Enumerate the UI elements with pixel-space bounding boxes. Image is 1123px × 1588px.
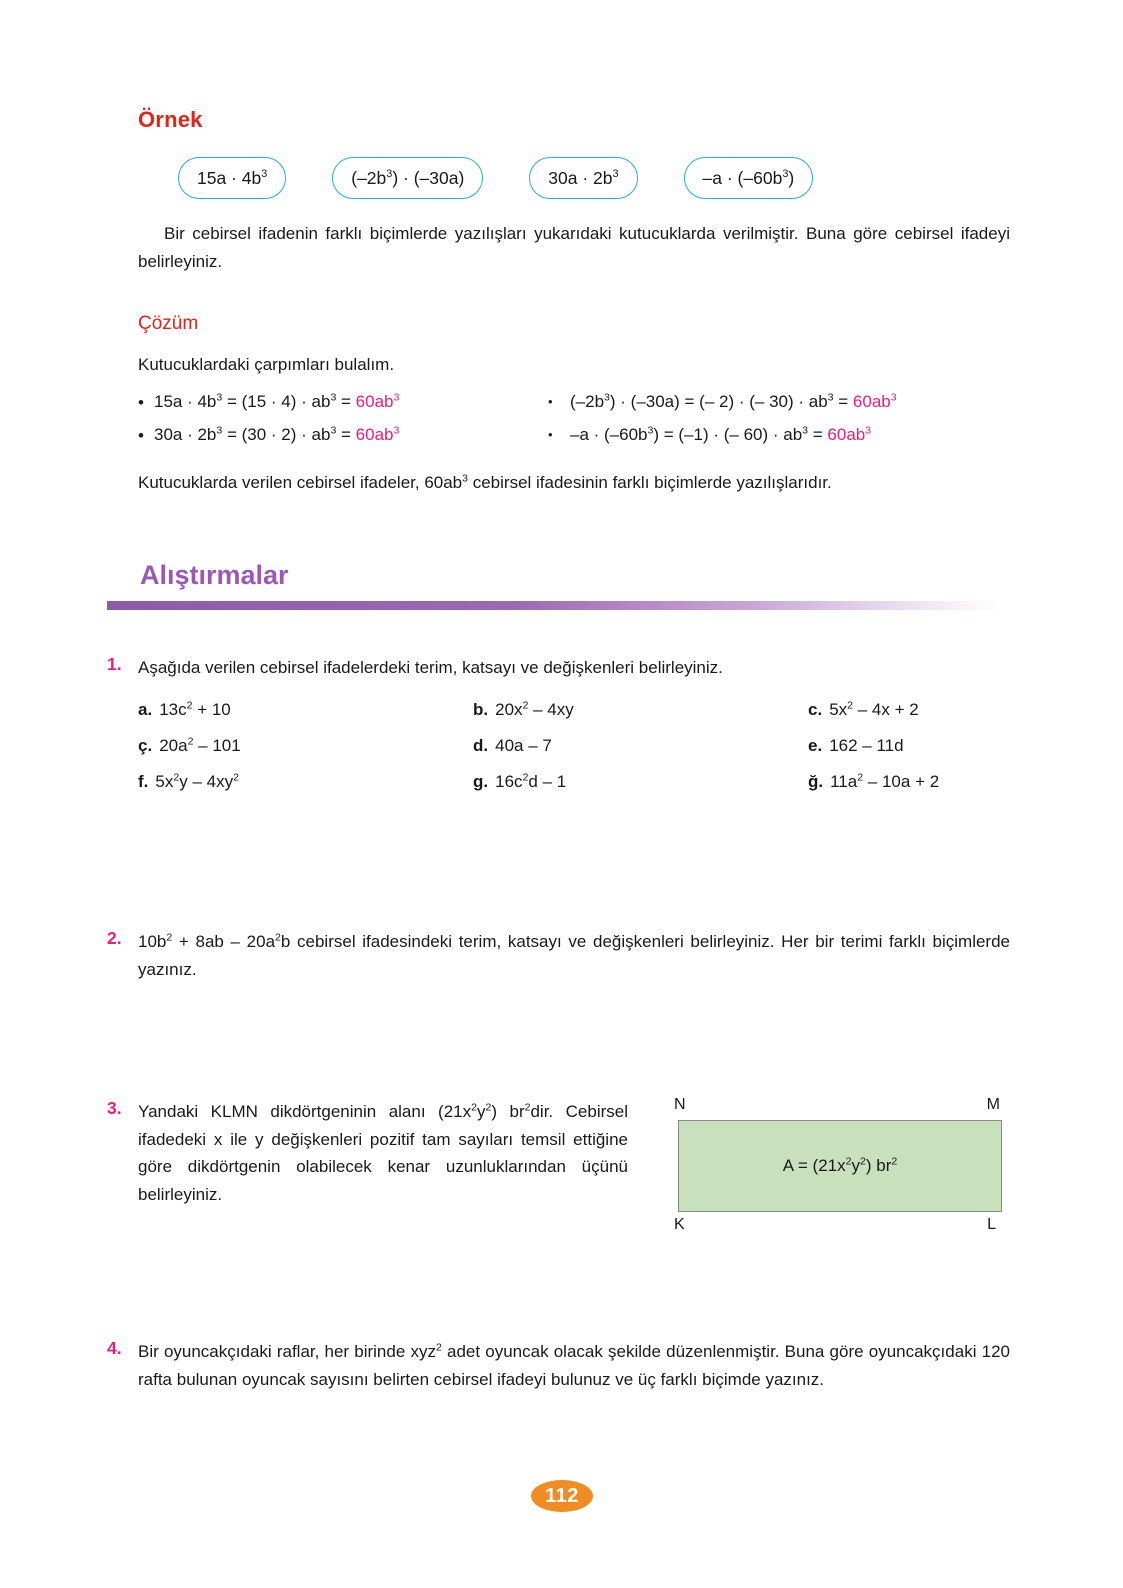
solution-bullet-4 [548, 425, 1018, 446]
solution-heading: Çözüm [138, 313, 199, 334]
exercise-1-subitems [138, 700, 1018, 792]
exercise-1-item-d [473, 736, 808, 756]
bullet-dot-icon: • [548, 394, 553, 409]
bullet-dot-icon: • [138, 426, 144, 446]
solution-bullet-list [138, 392, 1018, 447]
exercise-1-item-c [808, 700, 1018, 720]
expression-box-1 [178, 157, 286, 199]
solution-bullet-2 [548, 392, 1018, 413]
rectangle-shape [678, 1120, 1002, 1212]
expression-box-4-text: $-a \cdot (-60b^3)$ [702, 167, 795, 188]
solution-bullet-4-text: $-a \cdot (-60b^3) = (-1)$ · (– $60) \cdot ab^3 = 60ab^3$ [570, 424, 872, 445]
vertex-label-l: L [987, 1216, 996, 1233]
solution-bullet-3-text: $30a \cdot 2b^3 = (30 \cdot 2) \cdot ab^3 = 60ab^3$ [154, 424, 400, 445]
solution-bullet-3 [138, 425, 548, 446]
rectangle-figure [672, 1092, 1002, 1252]
exercise-1-item-g [473, 772, 808, 792]
item-label: b. [473, 700, 489, 719]
vertex-label-n: N [674, 1096, 686, 1113]
item-label: c. [808, 700, 823, 719]
expression-box-2-text: $(-2b^3) \cdot (-30a)$ [351, 167, 465, 188]
item-expression: 40a – 7 [495, 736, 552, 755]
item-expression: 162 – 11d [829, 736, 904, 755]
exercise-1-item-c-cedilla [138, 736, 473, 756]
exercise-1-item-g-breve [808, 772, 1018, 792]
exercise-2-number: 2. [107, 928, 122, 948]
exercise-4-text: Bir oyuncakçıdaki raflar, her birinde xyz$^2$ adet oyuncak olacak şekilde düzenlenmiştir. Buna göre oyuncakçıdaki 120 rafta bulunan oyuncak sayısını belirten cebirsel ifadeyi bulunuz ve üç farklı biçimde yazınız. [138, 1341, 1010, 1389]
exercise-3-number: 3. [107, 1098, 122, 1118]
exercise-4-number: 4. [107, 1338, 122, 1358]
item-expression: $5x^2 - 4x + 2$ [829, 699, 919, 719]
vertex-label-m: M [986, 1096, 1000, 1113]
item-label: f. [138, 772, 149, 791]
example-heading: Örnek [138, 107, 203, 132]
solution-bullet-1-text: $15a \cdot 4b^3 = (15 \cdot 4) \cdot ab^3 = 60ab^3$ [154, 391, 400, 411]
item-expression: $13c^2 + 10$ [159, 699, 231, 719]
item-label: d. [473, 736, 489, 755]
page-number-badge: 112 [531, 1480, 593, 1512]
item-expression: $5x^2y - 4xy^2$ [155, 771, 239, 791]
item-expression: $11a^2 - 10a + 2$ [830, 771, 940, 791]
exercise-2-text: $10b^2 + 8ab - 20a^2b$ cebirsel ifadesindeki terim, katsayı ve değişkenleri belirleyiniz. Her bir terimi farklı biçimlerde yazınız. [138, 931, 1010, 979]
rectangle-area-label: $A = (21x^2y^2)$ $br^2$ [782, 1155, 898, 1175]
bullet-dot-icon: • [548, 427, 553, 443]
item-label: ç. [138, 736, 153, 755]
item-label: g. [473, 772, 489, 791]
vertex-label-k: K [674, 1216, 685, 1233]
example-expression-boxes [178, 156, 958, 200]
solution-summary-line: Kutucuklarda verilen cebirsel ifadeler, $60ab^3$ cebirsel ifadesinin farklı biçimlerde yazılışlarıdır. [138, 472, 832, 492]
item-label: a. [138, 700, 153, 719]
bullet-dot-icon: • [138, 393, 144, 412]
exercise-3-text: Yandaki KLMN dikdörtgeninin alanı $(21x^2y^2)$ $br^2dir$. Cebirsel ifadedeki x ile y değişkenleri pozitif tam sayıları temsil ettiğine göre dikdörtgenin olabilecek kenar uzunluklarından üçünü belirleyiniz. [138, 1101, 628, 1204]
expression-box-2 [332, 157, 483, 199]
item-expression: $16c^2d - 1$ [495, 771, 567, 791]
solution-lead-text: Kutucuklardaki çarpımları bulalım. [138, 355, 395, 374]
exercise-1-item-a [138, 700, 473, 720]
item-expression: $20x^2 - 4xy$ [495, 699, 574, 719]
exercise-1-item-f [138, 772, 473, 792]
exercise-1-prompt: Aşağıda verilen cebirsel ifadelerdeki terim, katsayı ve değişkenleri belirleyiniz. [138, 658, 723, 677]
expression-box-3 [529, 157, 637, 199]
item-label: ğ. [808, 772, 824, 791]
exercise-1-item-b [473, 700, 808, 720]
item-expression: $20a^2 - 101$ [159, 735, 241, 755]
expression-box-4 [684, 157, 814, 199]
exercise-1-item-e [808, 736, 1018, 756]
solution-bullet-1 [138, 392, 548, 413]
solution-bullet-2-text: $(-2b^3) \cdot (-30a)$ = (– 2) · (– $30) \cdot ab^3 = 60ab^3$ [570, 391, 897, 411]
exercise-1-number: 1. [107, 654, 122, 674]
exercises-section-title: Alıştırmalar [140, 560, 289, 590]
expression-box-1-text: $15a \cdot 4b^3$ [197, 167, 268, 188]
example-intro-paragraph: Bir cebirsel ifadenin farklı biçimlerde yazılışları yukarıdaki kutucuklarda verilmiştir. Buna göre cebirsel ifadeyi belirleyiniz. [138, 224, 1010, 271]
expression-box-3-text: $30a \cdot 2b^3$ [548, 167, 619, 188]
item-label: e. [808, 736, 823, 755]
section-divider-bar [107, 601, 999, 610]
